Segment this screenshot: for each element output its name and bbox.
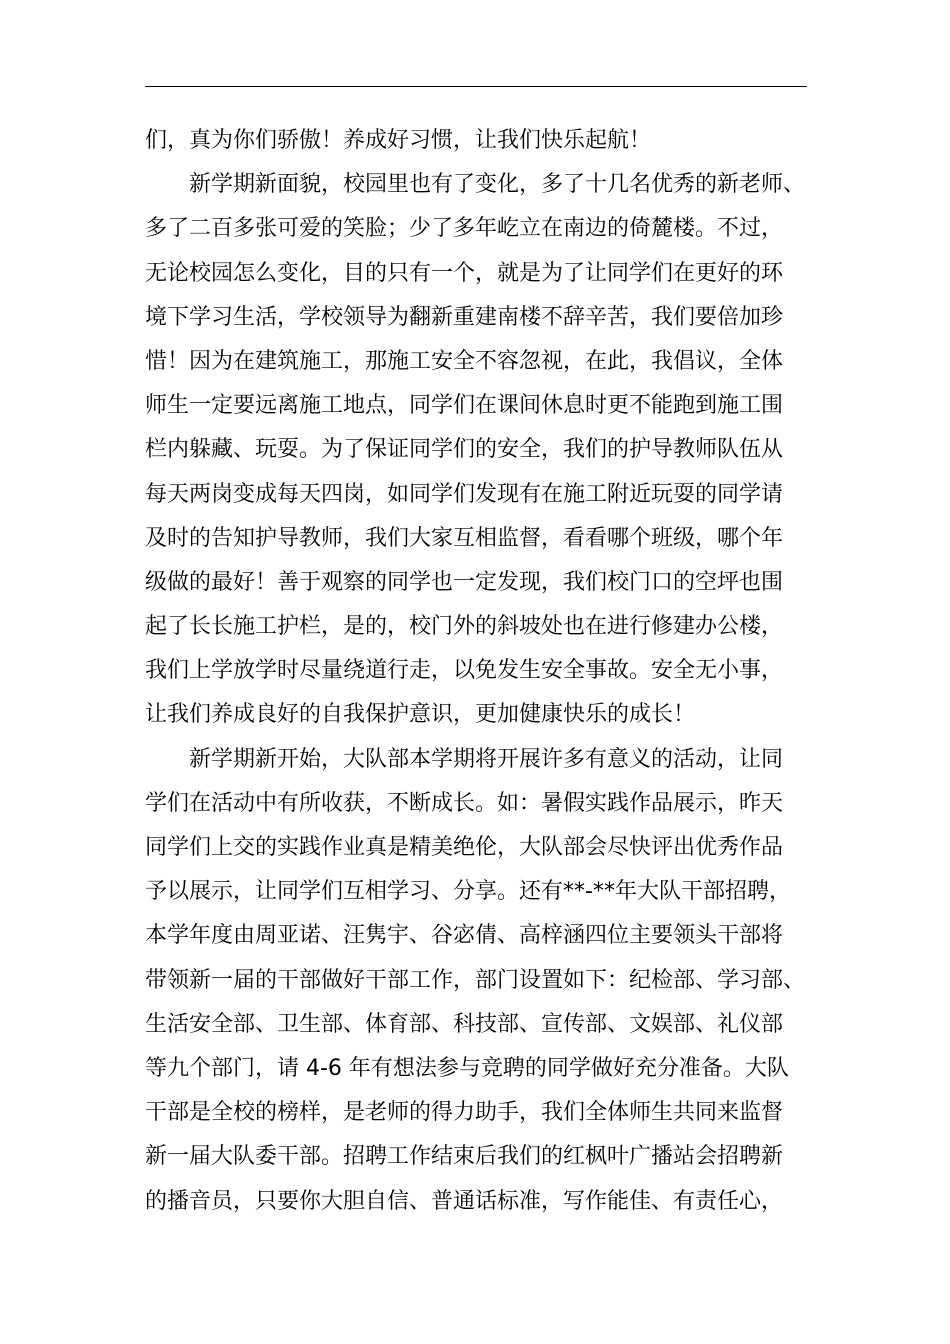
text-line: 无论校园怎么变化，目的只有一个，就是为了让同学们在更好的环 bbox=[145, 260, 784, 286]
text-line: 让我们养成良好的自我保护意识，更加健康快乐的成长！ bbox=[145, 702, 696, 728]
text-line: 生活安全部、卫生部、体育部、科技部、宣传部、文娱部、礼仪部 bbox=[145, 1011, 784, 1037]
header-rule bbox=[145, 86, 807, 87]
text-line: 惜！因为在建筑施工，那施工安全不容忽视，在此，我倡议，全体 bbox=[145, 348, 784, 374]
text-line: 等九个部门，请 4-6 年有想法参与竞聘的同学做好充分准备。大队 bbox=[145, 1055, 789, 1081]
text-line: 新学期新开始，大队部本学期将开展许多有意义的活动，让同 bbox=[189, 746, 784, 772]
text-line: 多了二百多张可爱的笑脸；少了多年屹立在南边的倚麓楼。不过， bbox=[145, 216, 784, 242]
text-line: 新一届大队委干部。招聘工作结束后我们的红枫叶广播站会招聘新 bbox=[145, 1144, 784, 1170]
text-line: 我们上学放学时尽量绕道行走，以免发生安全事故。安全无小事， bbox=[145, 658, 784, 684]
text-line: 栏内躲藏、玩耍。为了保证同学们的安全，我们的护导教师队伍从 bbox=[145, 437, 784, 463]
text-line: 带领新一届的干部做好干部工作，部门设置如下：纪检部、学习部、 bbox=[145, 967, 806, 993]
text-line: 学们在活动中有所收获，不断成长。如：暑假实践作品展示，昨天 bbox=[145, 790, 784, 816]
text-line: 境下学习生活，学校领导为翻新重建南楼不辞辛苦，我们要倍加珍 bbox=[145, 304, 784, 330]
text-line: 及时的告知护导教师，我们大家互相监督，看看哪个班级，哪个年 bbox=[145, 525, 784, 551]
text-line: 每天两岗变成每天四岗，如同学们发现有在施工附近玩耍的同学请 bbox=[145, 481, 784, 507]
text-line: 干部是全校的榜样，是老师的得力助手，我们全体师生共同来监督 bbox=[145, 1100, 784, 1126]
text-line: 级做的最好！善于观察的同学也一定发现，我们校门口的空坪也围 bbox=[145, 569, 784, 595]
text-line: 们，真为你们骄傲！养成好习惯，让我们快乐起航！ bbox=[145, 128, 652, 153]
text-line: 予以展示，让同学们互相学习、分享。还有**-**年大队干部招聘， bbox=[145, 879, 791, 905]
body-text bbox=[145, 119, 810, 1224]
text-line: 新学期新面貌，校园里也有了变化，多了十几名优秀的新老师、 bbox=[189, 172, 806, 198]
text-line: 师生一定要远离施工地点，同学们在课间休息时更不能跑到施工围 bbox=[145, 393, 784, 419]
text-line: 同学们上交的实践作业真是精美绝伦，大队部会尽快评出优秀作品 bbox=[145, 835, 784, 860]
text-line: 起了长长施工护栏，是的，校门外的斜坡处也在进行修建办公楼， bbox=[145, 614, 784, 640]
text-line: 的播音员，只要你大胆自信、普通话标准，写作能佳、有责任心， bbox=[145, 1188, 784, 1214]
text-line: 本学年度由周亚诺、汪隽宇、谷宓倩、高梓涵四位主要领头干部将 bbox=[145, 923, 784, 949]
